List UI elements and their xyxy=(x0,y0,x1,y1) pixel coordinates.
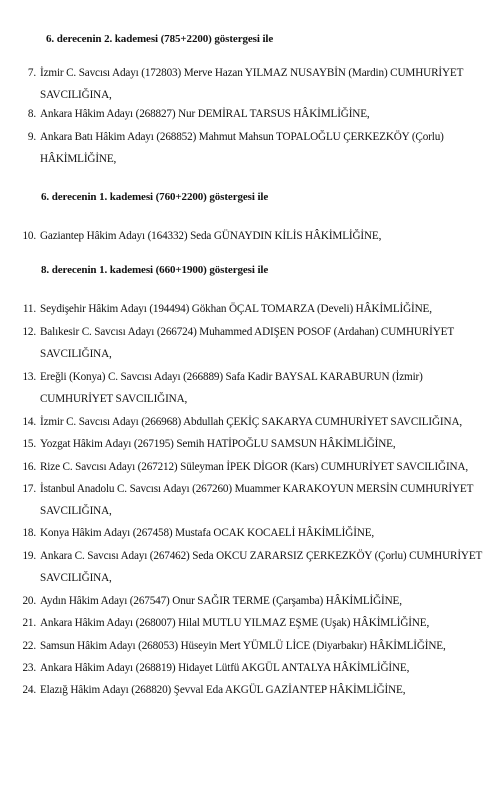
list-item xyxy=(14,366,492,410)
list-item xyxy=(14,298,492,320)
item-text: Yozgat Hâkim Adayı (267195) Semih HATİPOĞLU SAMSUN HÂKİMLİĞİNE, xyxy=(40,438,396,450)
item-text: Ereğli (Konya) C. Savcısı Adayı (266889) Safa Kadir BAYSAL KARABURUN (İzmir) CUMHURİYET SAVCILIĞINA, xyxy=(40,371,423,405)
item-text: Seydişehir Hâkim Adayı (194494) Gökhan ÖÇAL TOMARZA (Develi) HÂKİMLİĞİNE, xyxy=(40,303,432,315)
item-text: Ankara Hâkim Adayı (268827) Nur DEMİRAL TARSUS HÂKİMLİĞİNE, xyxy=(40,108,370,120)
item-number: 9. xyxy=(27,131,36,143)
list-item xyxy=(14,321,492,365)
item-number: 21. xyxy=(22,617,36,629)
list-item xyxy=(14,411,492,433)
list-item xyxy=(14,225,492,247)
list-item xyxy=(14,679,492,701)
item-number: 7. xyxy=(27,67,36,79)
list-item xyxy=(14,635,492,657)
item-text: Balıkesir C. Savcısı Adayı (266724) Muhammed ADIŞEN POSOF (Ardahan) CUMHURİYET SAVCILIĞINA, xyxy=(40,326,454,360)
section-heading-1: 6. derecenin 2. kademesi (785+2200) göstergesi ile xyxy=(46,33,274,45)
list-item xyxy=(14,62,492,106)
item-number: 14. xyxy=(22,416,36,428)
item-number: 13. xyxy=(22,371,36,383)
item-number: 23. xyxy=(22,662,36,674)
item-number: 12. xyxy=(22,326,36,338)
list-item xyxy=(14,456,492,478)
item-text: İzmir C. Savcısı Adayı (266968) Abdullah ÇEKİÇ SAKARYA CUMHURİYET SAVCILIĞINA, xyxy=(40,416,463,428)
item-number: 24. xyxy=(22,684,36,696)
section-heading-3: 8. derecenin 1. kademesi (660+1900) göstergesi ile xyxy=(41,264,269,276)
list-item xyxy=(14,545,492,589)
item-text: Ankara C. Savcısı Adayı (267462) Seda OKCU ZARARSIZ ÇERKEZKÖY (Çorlu) CUMHURİYET SAVCILIĞINA, xyxy=(40,550,482,584)
item-number: 19. xyxy=(22,550,36,562)
list-item xyxy=(14,590,492,612)
section-heading-2: 6. derecenin 1. kademesi (760+2200) göstergesi ile xyxy=(41,191,269,203)
item-number: 8. xyxy=(27,108,36,120)
item-number: 15. xyxy=(22,438,36,450)
item-text: Ankara Hâkim Adayı (268007) Hilal MUTLU YILMAZ EŞME (Uşak) HÂKİMLİĞİNE, xyxy=(40,617,430,629)
list-item xyxy=(14,103,492,125)
item-number: 16. xyxy=(22,461,36,473)
item-number: 17. xyxy=(22,483,36,495)
item-text: Ankara Hâkim Adayı (268819) Hidayet Lütfü AKGÜL ANTALYA HÂKİMLİĞİNE, xyxy=(40,662,410,674)
item-number: 20. xyxy=(22,595,36,607)
item-text: Aydın Hâkim Adayı (267547) Onur SAĞIR TERME (Çarşamba) HÂKİMLİĞİNE, xyxy=(40,595,402,607)
item-text: Samsun Hâkim Adayı (268053) Hüseyin Mert YÜMLÜ LİCE (Diyarbakır) HÂKİMLİĞİNE, xyxy=(40,640,446,652)
item-text: İzmir C. Savcısı Adayı (172803) Merve Hazan YILMAZ NUSAYBİN (Mardin) CUMHURİYET SAVCILIĞINA, xyxy=(40,67,464,101)
item-text: Ankara Batı Hâkim Adayı (268852) Mahmut Mahsun TOPALOĞLU ÇERKEZKÖY (Çorlu) HÂKİMLİĞİNE, xyxy=(40,131,444,165)
item-number: 22. xyxy=(22,640,36,652)
item-number: 11. xyxy=(22,303,36,315)
item-text: Rize C. Savcısı Adayı (267212) Süleyman İPEK DİGOR (Kars) CUMHURİYET SAVCILIĞINA, xyxy=(40,461,469,473)
item-text: Konya Hâkim Adayı (267458) Mustafa OCAK KOCAELİ HÂKİMLİĞİNE, xyxy=(40,527,375,539)
item-text: Gaziantep Hâkim Adayı (164332) Seda GÜNAYDIN KİLİS HÂKİMLİĞİNE, xyxy=(40,230,382,242)
list-item xyxy=(14,433,492,455)
list-item xyxy=(14,126,492,170)
list-item xyxy=(14,522,492,544)
list-item xyxy=(14,612,492,634)
item-text: Elazığ Hâkim Adayı (268820) Şevval Eda AKGÜL GAZİANTEP HÂKİMLİĞİNE, xyxy=(40,684,406,696)
item-number: 10. xyxy=(22,230,36,242)
list-item xyxy=(14,478,492,522)
item-number: 18. xyxy=(22,527,36,539)
list-item xyxy=(14,657,492,679)
item-text: İstanbul Anadolu C. Savcısı Adayı (267260) Muammer KARAKOYUN MERSİN CUMHURİYET SAVCILIĞINA, xyxy=(40,483,474,517)
